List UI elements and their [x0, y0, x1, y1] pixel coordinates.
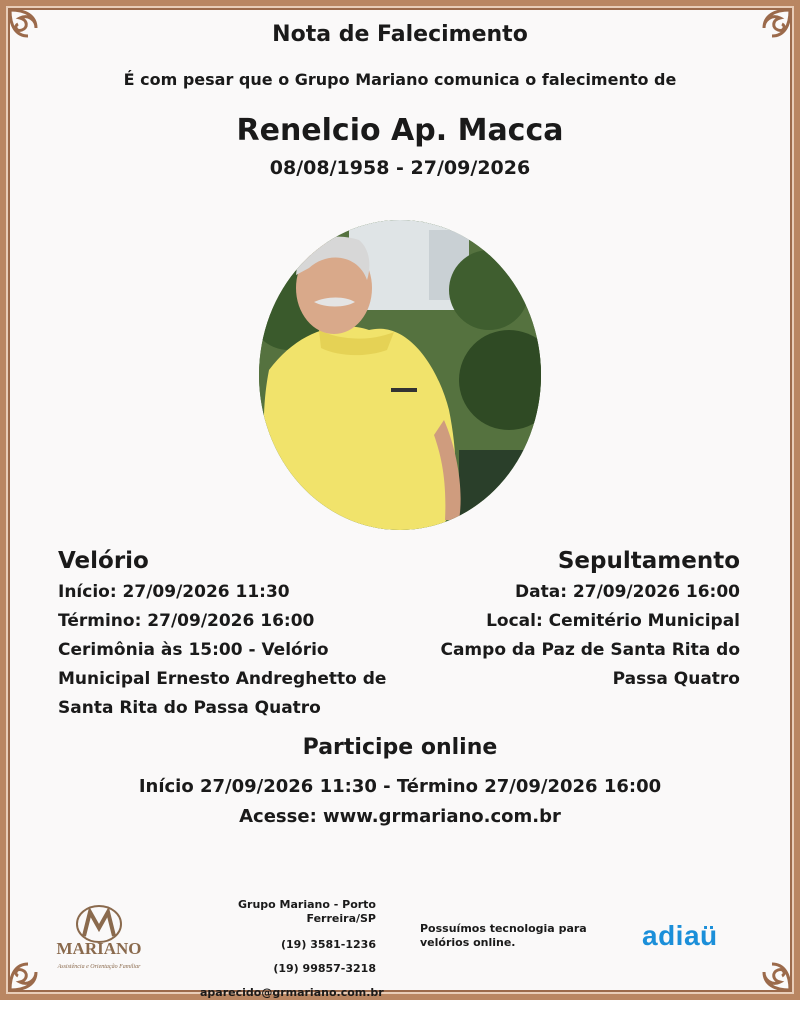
intro-text: É com pesar que o Grupo Mariano comunica o falecimento de — [123, 70, 677, 89]
phone-1[interactable]: (19) 3581-1236 — [281, 938, 376, 951]
sepultamento-date: Data: 27/09/2026 16:00 — [515, 582, 740, 602]
page-title: Nota de Falecimento — [272, 22, 528, 47]
ornament-corner-icon — [746, 946, 794, 994]
velorio-section — [58, 548, 388, 723]
tech-note: Possuímos tecnologia para velórios online. — [420, 922, 587, 949]
online-website-link[interactable]: Acesse: www.grmariano.com.br — [239, 806, 561, 827]
phone-2[interactable]: (19) 99857-3218 — [273, 962, 376, 975]
velorio-heading: Velório — [58, 548, 149, 574]
email-link[interactable]: aparecido@grmariano.com.br — [200, 986, 384, 999]
mariano-logo — [44, 902, 154, 974]
mariano-logo-text: MARIANO — [56, 939, 142, 958]
adiau-logo-text: adiaü — [642, 920, 718, 951]
sepultamento-section — [420, 548, 740, 694]
velorio-end: Término: 27/09/2026 16:00 — [58, 611, 315, 631]
velorio-ceremony: Cerimônia às 15:00 - Velório Municipal Ernesto Andreghetto de Santa Rita do Passa Quatro — [58, 640, 387, 718]
velorio-start: Início: 27/09/2026 11:30 — [58, 582, 290, 602]
mariano-logo-tagline: Assistência e Orientação Familiar — [57, 964, 141, 970]
contact-name: Grupo Mariano - Porto Ferreira/SP — [237, 898, 376, 925]
deceased-name: Renelcio Ap. Macca — [236, 113, 564, 148]
deceased-photo — [259, 220, 541, 530]
adiau-logo — [642, 920, 718, 952]
sepultamento-location: Local: Cemitério Municipal Campo da Paz de Santa Rita do Passa Quatro — [440, 611, 740, 689]
contact-block — [200, 898, 384, 1010]
online-time: Início 27/09/2026 11:30 - Término 27/09/2026 16:00 — [138, 776, 662, 797]
online-heading: Participe online — [302, 735, 498, 760]
sepultamento-heading: Sepultamento — [557, 548, 740, 574]
life-dates: 08/08/1958 - 27/09/2026 — [269, 157, 531, 179]
